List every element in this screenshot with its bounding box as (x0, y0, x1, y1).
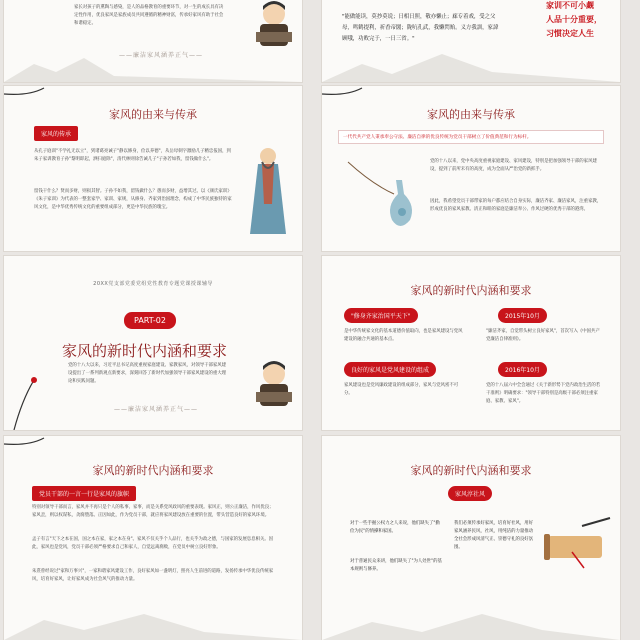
slide6-text-2: "廉洁齐家，自觉带头树立良好家风"，首次写入《中国共产党廉洁自律准则》。 (486, 329, 600, 342)
ink-mountain-decoration (322, 608, 620, 640)
slide2-quote: "能做能读，莫抄莫说；日相日照，敬亦懒止；廊专着戏，受之父母，鸣鹤提利，祈香帝閣；陇吭孔武，我懒閃贻。义方我訓，家諱顾哦，功败完于，一日三省。" (342, 14, 499, 42)
slide-3[interactable] (4, 86, 302, 251)
slide5-title: 家风的新时代内涵和要求 (62, 342, 228, 360)
slide6-title: 家风的新时代内涵和要求 (410, 284, 532, 297)
slide-1[interactable] (4, 0, 302, 82)
slide6-tag-2: 2015年10月 (498, 308, 547, 323)
ink-mountain-decoration (322, 48, 620, 82)
slide8-text-1: 对于一些手握公权力之人来说，他们缺失了"勤俭为民"的情操和家国。 (350, 521, 440, 534)
slide5-part-label: PART-02 (124, 312, 176, 329)
slide4-paragraph-1: 党的十八以来，党中央高度重视家庭建设、家风建设，特别是把加强领导干部的家风建设，提到了前所未有的高度，成为全面从严治党的新抓手。 (430, 159, 597, 172)
slide7-paragraph-1: 特别对领导干部而言，家风并不再只是个人的私事、家事，而是关系党风政风的重要表现。家风正，则公正廉洁，作风优良；家风歪，则以权谋私，贪腐堕落。正因如此，作为党员干部，就应将家风建设放在重要的位置，带头营造良好的家风环境。 (32, 505, 274, 518)
slide2-red-line-1: 家训不可小觑 (546, 1, 594, 10)
slide2-red-line-3: 习惯决定人生 (546, 29, 594, 38)
slide3-paragraph-2: 留钱干什么？贤而多财，则损其智。子孙不如我，留钱做什么？愚而多财，益增其过。以《颜氏家训》《朱子家训》为代表的一整套家学、家训、家规，从修身、齐家到治国理念，构成了中华民族独特的家风文化，是中华优秀传统文化的重要组成部分，更是中华民族的瑰宝。 (34, 189, 232, 210)
slide7-tag: 党员干部的一言一行是家风的旗帜 (32, 486, 136, 501)
slide6-text-3: 家风建设也是党风廉政建设的组成部分，家风与党风密不可分。 (344, 383, 459, 396)
slide3-paragraph-1: 从孔子庭训"不学礼无以立"，到诸葛亮诫子"静以修身，俭以养德"，从岳母刺字激励儿子精忠报国，到朱子家训教育子孙"黎明即起，洒扫庭除"，清代林则徐告诫儿子"子孙若如我，留钱做什么"。 (34, 149, 231, 162)
slide8-title: 家风的新时代内涵和要求 (410, 464, 532, 477)
ink-flower-decoration (4, 370, 54, 430)
slide5-header: 20XX党支部党委党组党性教育专题党课授课辅导 (93, 281, 213, 287)
slide7-title: 家风的新时代内涵和要求 (92, 464, 214, 477)
slide6-text-1: 是中华传统家文化的基本道德价值取向，也是家风建设与党风建设的融合共通的基本点。 (344, 329, 463, 342)
confucius-cartoon-icon (252, 360, 296, 418)
slide3-title: 家风的由来与传承 (109, 108, 197, 121)
slide6-tag-1: "修身齐家治国平天下" (344, 308, 418, 323)
slide1-slogan: ——廉洁家风涵养正气—— (119, 52, 204, 59)
slide4-banner: 一代代共产党人秉承奉公守法、廉洁自律的优良传统为党员干部树立了价值典范和行为标杆。 (338, 130, 604, 144)
slide6-tag-4: 2016年10月 (498, 362, 547, 377)
slide4-paragraph-2: 因此，我希望党员干部带家的每户都应结合自身实际，廉洁齐家、廉洁家风，注重家教，形成优良的家风家教。清正和睦的家庭是廉洁奉公、作风过硬的优秀干部的港湾。 (430, 199, 602, 212)
scroll-brush-icon (542, 516, 612, 576)
slide4-title: 家风的由来与传承 (427, 108, 515, 121)
slide2-red-line-2: 人品十分重要， (546, 15, 602, 24)
slide6-text-4: 党的十八届六中全会通过《关于新形势下党内政治生活的若干准则》明确要求："领导干部特别是高级干部必须注重家庭、家教、家风"。 (486, 383, 601, 404)
slide-7[interactable] (4, 436, 302, 640)
slide-5[interactable] (4, 256, 302, 430)
slide-2[interactable] (322, 0, 620, 82)
slide7-paragraph-3: 朱熹曾经说过"家和万事兴"，一家和谐家风建设工作，良好家风如一盏明灯，照亮人生前进的道路，发扬传承中华优良传统家风，培育好家风，让好家风成为社会风气的推动力量。 (32, 569, 274, 582)
porcelain-vase-icon (342, 154, 420, 234)
confucius-cartoon-icon (252, 0, 296, 60)
slide8-text-2: 对于普通民众来讲，他们缺失了"为人处世"的基本规则与修养。 (350, 559, 442, 572)
ink-mountain-decoration (4, 608, 302, 640)
slide1-body-text: 家长对孩子的熏陶与感染，是人的品格教育的重要环节，对一生的成长具有决定性作用，优良家风是家族成员共同遵循的精神财富，传承好家风有助于社会和谐稳定。 (74, 5, 224, 26)
slide8-text-3: 我们必须传承好家风，培育好社风，用好家风涵养民风，社风，用纯洁的力量推动全社会形成风清气正、崇德守礼的良好氛围。 (454, 521, 534, 550)
slide-8[interactable] (322, 436, 620, 640)
slide5-slogan: ——廉洁家风涵养正气—— (114, 406, 199, 413)
slide3-tag: 家风的传承 (34, 126, 78, 141)
slide6-tag-3: 良好的家风是党风建设的组成 (344, 362, 436, 377)
ancient-sage-figure-icon (242, 144, 294, 240)
slide8-tag: 家风淳社风 (448, 486, 492, 501)
slide-6[interactable] (322, 256, 620, 430)
slide5-body: 党的十八大以来，习近平总书记高度重视家庭建设、家教家风，对领导干部家风建设提出了一系列新观点新要求，深刻回答了新时代加强领导干部家风建设的重大理论和实践问题。 (68, 363, 227, 384)
slide-4[interactable] (322, 86, 620, 251)
slide7-paragraph-2: 孟子有言"天下之本在国，国之本在家，家之本在身"。家风不仅关乎个人品行，也关乎为政之德，与国家的发展息息相关。因此，家风也是党风，党员干部必须严格要求自己和家人，自觉远离腐败，在党员中树立良好形象。 (32, 537, 274, 550)
